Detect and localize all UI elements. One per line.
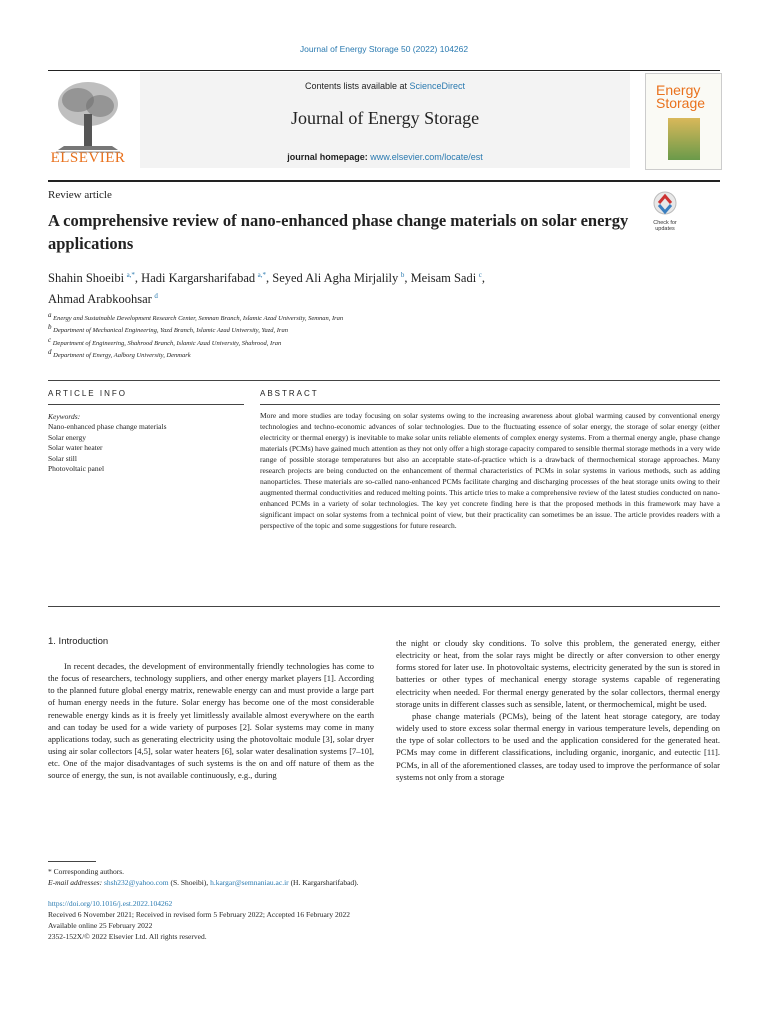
- affiliations: [48, 311, 648, 361]
- abstract-text: More and more studies are today focusing on solar systems owing to the increasing awareness about global warming caused by conventional energy technologies and techno-economic advances of solar technologies. Due to the fluctuating essence of solar energy, the storage of solar energy (either electricity or thermal energy) is inevitable to make solar units reliable elements of complex energy systems. From a thermal energy angle, phase change materials (PCMs) have gained much attention as they not only offer a high storage capacity compared to sensible thermal storage methods in a very wide range of possible storage temperatures but also an acceptable state-of-practice which is a drawback of thermochemical storage approaches. Many research projects are being conducted on the enhancement of thermal characteristics of PCMs in solar systems in various methods, such as adding nanoparticles. These materials are so-called nano-enhanced PCMs facilitate charging and discharging processes of the heat storage units owing to their augmented thermal conductivities and reduced melting points. This article tries to make a comprehensive review of the latest studies conducted on nano-enhanced PCMs in a variety of solar technologies. The key yet concrete finding here is that the proposed methods in this framework may have a significant impact on solar systems from a technical point of view, but their practicality can sometimes be an issue. The article provides readers with a perspective of the topic and some suggestions for future research.: [260, 411, 720, 531]
- journal-cover[interactable]: [645, 73, 722, 170]
- section-rule: [48, 606, 720, 607]
- contents-available: [140, 81, 630, 91]
- author-name[interactable]: Shahin Shoeibi: [48, 271, 125, 286]
- author-name[interactable]: Hadi Kargarsharifabad: [141, 271, 256, 286]
- check-for-updates-button[interactable]: [648, 191, 682, 232]
- contents-prefix: Contents lists available at: [304, 81, 410, 91]
- corresponding-note: * Corresponding authors.: [48, 867, 125, 876]
- author-name[interactable]: Seyed Ali Agha Mirjalily: [272, 271, 399, 286]
- paragraph: the night or cloudy sky conditions. To solve this problem, the generated energy, either electricity or heat, from the solar rays might be directly or after conversion to other energy forms stored for later use. In photovoltaic systems, electricity generated by the sun is stored in batteries or other types of mechanical energy storage systems capable of regenerating electricity when needed. For thermal energy generated by the solar collectors, thermal energy storage units in different classes such as sensible, latent, or thermochemical, might be used.: [396, 638, 720, 709]
- article-title: A comprehensive review of nano-enhanced phase change materials on solar energy applications: [48, 211, 629, 253]
- abstract-heading: ABSTRACT: [260, 389, 319, 398]
- author-affil[interactable]: d: [154, 292, 158, 301]
- paragraph: phase change materials (PCMs), being of the latent heat storage category, are today widely used to store excess solar thermal energy in various temperature levels, depending on the type of solar collectors to be used and the application considered for the generated heat. PCMs may come in different classifications, including organic, inorganic, and eutectic [11]. PCMs, in all of the aforementioned classes, are today used to improve the performance of solar systems not only from a storage: [396, 710, 720, 782]
- footnote-rule: [48, 861, 96, 862]
- article-info-heading: ARTICLE INFO: [48, 389, 127, 398]
- affiliation-text: Department of Mechanical Engineering, Yazd Branch, Islamic Azad University, Yazd, Iran: [53, 327, 288, 335]
- publication-info: [48, 898, 648, 942]
- email-note: [48, 877, 648, 888]
- article-type: Review article: [48, 189, 112, 201]
- affiliation-key: b: [48, 323, 52, 332]
- elsevier-wordmark: ELSEVIER: [50, 150, 126, 166]
- article-info-rule: [48, 404, 244, 405]
- header-top-rule: [48, 70, 720, 71]
- homepage-label: journal homepage:: [287, 152, 371, 162]
- email-owner: (H. Kargarsharifabad).: [288, 878, 359, 887]
- cover-image: [668, 118, 700, 160]
- email-link[interactable]: shsh232@yahoo.com: [103, 878, 169, 887]
- header-bottom-rule: [48, 180, 720, 182]
- keyword-item: Nano-enhanced phase change materials: [48, 422, 167, 432]
- abstract-rule: [260, 404, 720, 405]
- author-affil[interactable]: b: [400, 271, 405, 279]
- sciencedirect-link[interactable]: ScienceDirect: [409, 81, 466, 91]
- affiliation-key: d: [48, 348, 52, 357]
- copyright: 2352-152X/© 2022 Elsevier Ltd. All rights reserved.: [48, 932, 207, 941]
- author-affil[interactable]: a,*: [126, 271, 135, 279]
- keyword-item: Solar energy: [48, 432, 86, 442]
- journal-reference[interactable]: Journal of Energy Storage 50 (2022) 104262: [299, 44, 469, 54]
- keyword-item: Solar water heater: [48, 443, 103, 453]
- doi-link[interactable]: https://doi.org/10.1016/j.est.2022.104262: [48, 899, 173, 908]
- crossmark-label-1: Check for: [653, 220, 677, 226]
- affiliation-item: [48, 348, 648, 360]
- journal-title: Journal of Energy Storage: [290, 108, 480, 128]
- cover-title-line2: Storage: [656, 95, 706, 111]
- paragraph: In recent decades, the development of environmentally friendly technologies has come to the focus of researchers, technology suppliers, and other energy market players [1]. According to the planned future global energy matrix, renewable energy can and must provide a large part of human energy needs in the future. Solar energy has become one of the most considerable renewable energy kinds as it is freely yet limitlessly available almost everywhere on the earth and can today be used for a wide variety of purposes [2]. Solar systems may come in many applications today, such as generating electricity using the photovoltaic module [3], solar dryer using air solar collectors [4,5], solar water heaters [6], solar water desalination systems [7–10], etc. One of the major disadvantages of such systems is the on and off nature of them as the source of energy, the sun, is not available continuously, e.g., during: [48, 661, 374, 781]
- body-column-left: [48, 660, 374, 782]
- affiliation-text: Energy and Sustainable Development Research Center, Semnan Branch, Islamic Azad University, Semnan, Iran: [53, 315, 344, 323]
- introduction-heading: 1. Introduction: [48, 636, 109, 647]
- author-name[interactable]: Meisam Sadi: [410, 271, 477, 286]
- homepage-link[interactable]: www.elsevier.com/locate/est: [370, 152, 483, 162]
- affiliation-item: [48, 336, 648, 348]
- journal-homepage: [140, 152, 630, 162]
- body-column-right: [396, 637, 720, 783]
- email-label: E-mail addresses:: [48, 878, 103, 887]
- email-link[interactable]: h.kargar@semnaniau.ac.ir: [210, 878, 289, 887]
- keywords-block: [48, 412, 244, 474]
- affiliation-key: c: [48, 335, 52, 344]
- cover-title-line1: Energy: [656, 82, 701, 98]
- author-name[interactable]: Ahmad Arabkoohsar: [48, 292, 152, 307]
- author-affil[interactable]: c: [478, 271, 482, 279]
- keyword-item: Photovoltaic panel: [48, 464, 105, 474]
- elsevier-logo: [48, 76, 128, 171]
- keyword-item: Solar still: [48, 453, 77, 463]
- author-list: Shahin Shoeibi $^{a,*}$, Hadi Kargarsharifabad $^{a,*}$, Seyed Ali Agha Mirjalily $^b$, Meisam Sadi $^c$, Ahmad Arabkoohsar $^d$: [48, 271, 485, 307]
- crossmark-label-2: updates: [655, 226, 675, 232]
- keywords-label: Keywords:: [48, 412, 81, 421]
- affiliation-item: [48, 311, 648, 323]
- author-affil[interactable]: a,*: [257, 271, 266, 279]
- available-online: Available online 25 February 2022: [48, 921, 153, 930]
- affiliation-item: [48, 323, 648, 335]
- received-dates: Received 6 November 2021; Received in revised form 5 February 2022; Accepted 16 February 2022: [48, 910, 350, 919]
- footnotes: [48, 866, 648, 888]
- section-rule: [48, 380, 720, 381]
- affiliation-text: Department of Engineering, Shahrood Branch, Islamic Azad University, Shahrood, Iran: [52, 340, 282, 348]
- affiliation-key: a: [48, 311, 52, 319]
- crossmark-icon: [648, 191, 682, 215]
- affiliation-text: Department of Energy, Aalborg University, Denmark: [53, 352, 191, 360]
- email-owner: (S. Shoeibi),: [168, 878, 211, 887]
